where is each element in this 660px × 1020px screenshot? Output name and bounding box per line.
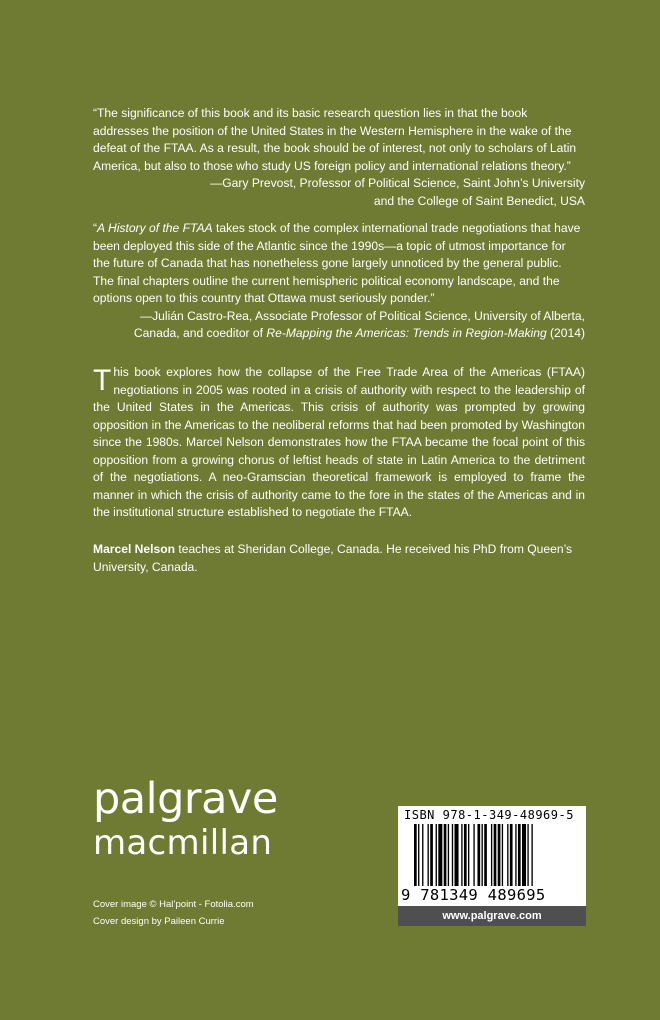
quote-attribution-line2: and the College of Saint Benedict, USA bbox=[373, 193, 585, 208]
barcode-bar bbox=[515, 824, 516, 886]
barcode-bar bbox=[444, 824, 447, 886]
barcode-bar bbox=[498, 824, 501, 886]
barcode-bar bbox=[502, 824, 503, 886]
publisher-logo-line2: macmillan bbox=[93, 823, 273, 863]
barcode-bar bbox=[473, 824, 474, 886]
barcode-bar bbox=[430, 824, 433, 886]
barcode-bar bbox=[507, 824, 508, 886]
cover-design-credit: Cover design by Paileen Currie bbox=[93, 916, 225, 927]
barcode-bar bbox=[484, 824, 487, 886]
barcode-bar bbox=[428, 824, 429, 886]
barcode-bar bbox=[452, 824, 453, 886]
drop-cap: T bbox=[93, 364, 112, 397]
quote-attribution-line1: —Julián Castro-Rea, Associate Professor of Political Science, University of Alberta, bbox=[140, 308, 585, 323]
quote-text: “The significance of this book and its basic research question lies in that the book addresses the position of the United States in the Western Hemisphere in the wake of the defeat of the FTAA. As a result, the book should be of interest, not only to scholars of Latin America, but also to those who study US foreign policy and international relations theory.” bbox=[93, 106, 577, 173]
publisher-logo bbox=[93, 775, 278, 863]
publisher-url: www.palgrave.com bbox=[398, 906, 586, 926]
barcode-bar bbox=[518, 824, 521, 886]
quote-attribution-line2 bbox=[93, 325, 585, 343]
barcode-bar bbox=[482, 824, 483, 886]
barcode-bar bbox=[461, 824, 462, 886]
open-quote: “ bbox=[93, 221, 98, 235]
isbn-label: ISBN 978-1-349-48969-5 bbox=[404, 808, 574, 822]
barcode-bar bbox=[464, 824, 467, 886]
author-bio bbox=[93, 541, 585, 576]
barcode-bar bbox=[510, 824, 513, 886]
barcode-bar bbox=[422, 824, 423, 886]
barcode-bar bbox=[438, 824, 442, 886]
quote-attribution-line1: —Gary Prevost, Professor of Political Science, Saint John’s University bbox=[210, 176, 585, 190]
barcode-bar bbox=[522, 824, 526, 886]
barcode-bar bbox=[418, 824, 419, 886]
cover-image-credit: Cover image © Hal’point - Fotolia.com bbox=[93, 899, 254, 910]
barcode-bar bbox=[468, 824, 469, 886]
author-bio-text: teaches at Sheridan College, Canada. He received his PhD from Queen’s University, Canada. bbox=[93, 542, 573, 574]
book-description bbox=[93, 364, 585, 522]
coedited-book-title: Re-Mapping the Americas: Trends in Region-Making bbox=[266, 326, 547, 340]
isbn-digits: 9 781349 489695 bbox=[401, 886, 546, 904]
author-name: Marcel Nelson bbox=[93, 542, 175, 556]
quote-text bbox=[93, 220, 585, 308]
barcode-bar bbox=[527, 824, 528, 886]
endorsement-quote-2 bbox=[93, 220, 585, 343]
barcode-bar bbox=[491, 824, 492, 886]
barcode-bar bbox=[531, 824, 532, 886]
barcode-bar bbox=[477, 824, 480, 886]
isbn-barcode bbox=[398, 806, 586, 906]
barcode-bar bbox=[494, 824, 497, 886]
barcode-bar bbox=[448, 824, 449, 886]
barcode-bar bbox=[414, 824, 417, 886]
barcode-bar bbox=[436, 824, 437, 886]
description-text: his book explores how the collapse of the Free Trade Area of the Americas (FTAA) negotiations in 2005 was rooted in a crisis of authority with respect to the leadership of the United States in the Americas. This crisis of authority was prompted by growing opposition in the Americas to the neoliberal reforms that had been promoted by Washington since the 1980s. Marcel Nelson demonstrates how the FTAA became the focal point of this opposition from a growing chorus of leftist heads of state in Latin America to the detriment of the negotiations. A neo-Gramscian theoretical framework is employed to frame the manner in which the crisis of authority came to the fore in the states of the Americas and in the institutional structure established to negotiate the FTAA. bbox=[93, 365, 585, 519]
attribution-prefix: Canada, and coeditor of bbox=[133, 326, 267, 340]
barcode-bar bbox=[455, 824, 459, 886]
quote-body: takes stock of the complex international trade negotiations that have been deployed this side of the Atlantic since the 1990s—a topic of utmost importance for the future of Canada that has nonetheless gone largely unnoticed by the general public. The final chapters outline the current hemispheric political economy landscape, and the options open to this country that Ottawa must seriously ponder.” bbox=[93, 221, 581, 305]
publisher-logo-line1: palgrave bbox=[93, 774, 278, 824]
attribution-suffix: (2014) bbox=[546, 326, 585, 340]
endorsement-quote-1 bbox=[93, 105, 585, 210]
book-title: A History of the FTAA bbox=[97, 221, 213, 235]
